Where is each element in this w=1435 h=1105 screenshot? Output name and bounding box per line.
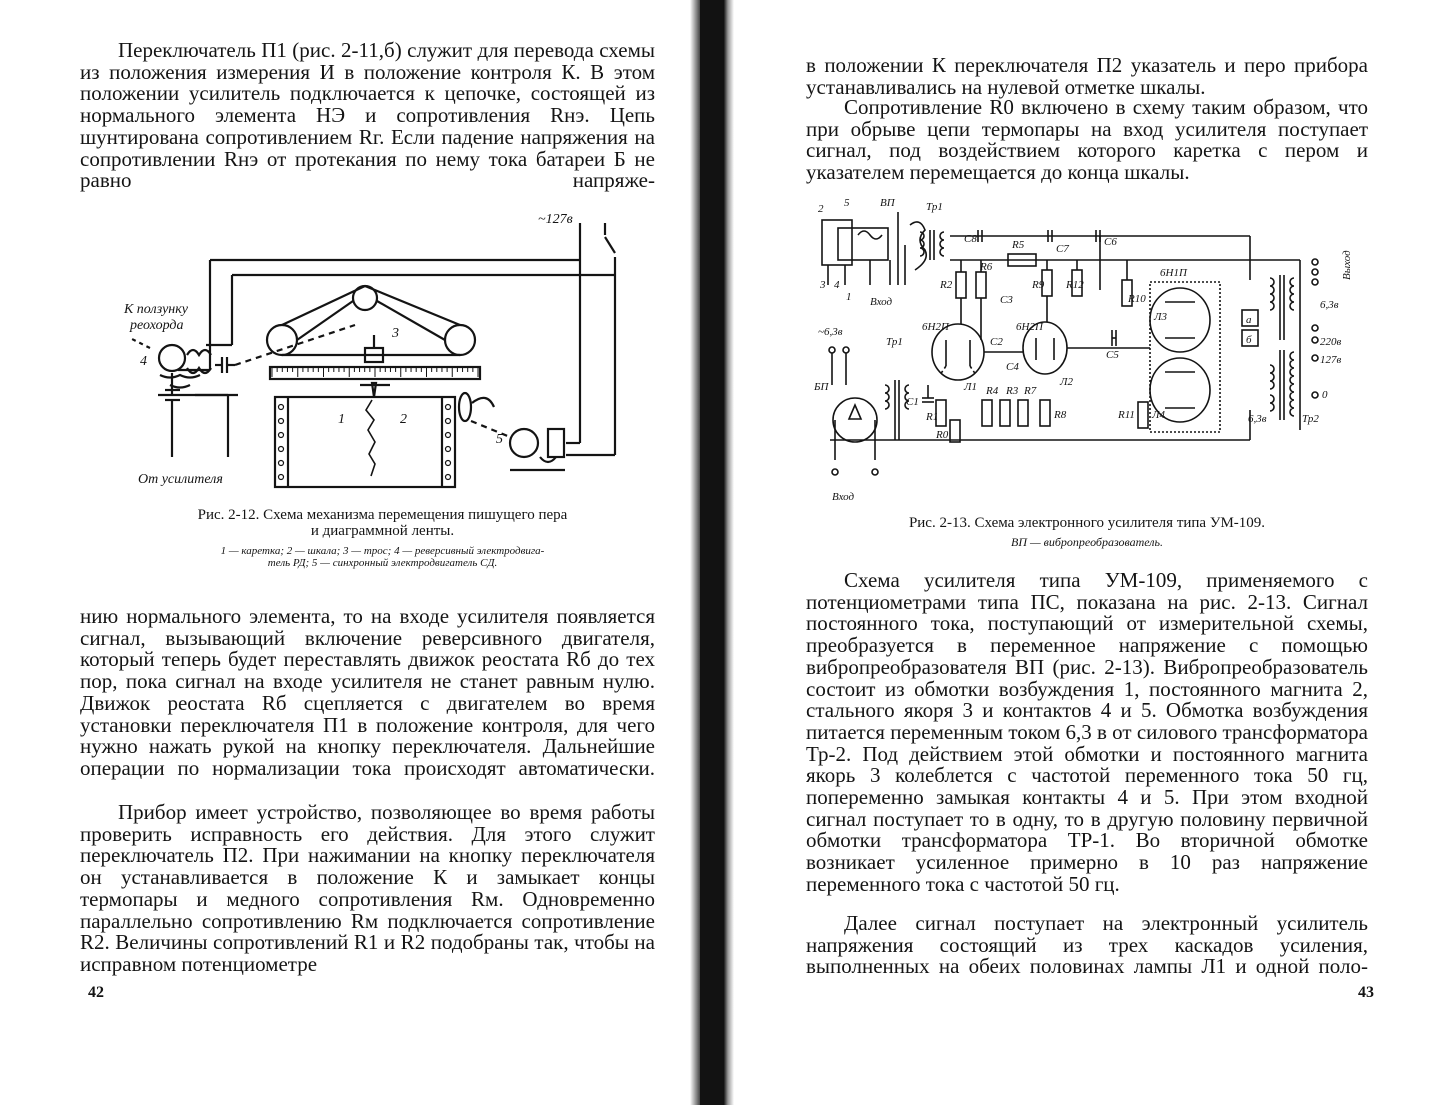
gutter-shadow <box>690 0 700 1105</box>
label-num-3: 3 <box>392 326 399 341</box>
label-c7: C7 <box>1056 243 1069 255</box>
label-tr2: Тр2 <box>1302 413 1319 425</box>
label-63-left: ~6,3в <box>818 326 843 338</box>
label-r4: R4 <box>986 385 999 397</box>
figure-2-12-legend-line1: 1 — каретка; 2 — шкала; 3 — трос; 4 — реверсивный электродвига- <box>220 545 545 557</box>
label-r7: R7 <box>1024 385 1037 397</box>
label-slider-line1: К ползунку <box>124 302 189 317</box>
label-c4: C4 <box>1006 361 1019 373</box>
label-n1: 1 <box>846 291 852 303</box>
label-tr1-top: Тр1 <box>926 201 943 213</box>
figure-2-12-caption-line1: Рис. 2-12. Схема механизма перемещения пишущего пера <box>197 507 568 523</box>
label-r10: R10 <box>1128 293 1146 305</box>
label-num-1: 1 <box>338 412 345 427</box>
label-b: б <box>1246 334 1252 346</box>
label-r6: R6 <box>980 261 993 273</box>
label-63-bottom: 6,3в <box>1248 413 1267 425</box>
label-c6: C6 <box>1104 236 1117 248</box>
left-paragraph-bottom: Прибор имеет устройство, позволяющее во время работы проверить исправность его действия. Для этого служит переключатель П2. При нажимании на кнопку переключателя он устанавливается в положение К и замыкает концы термопары и медного сопротивления Rм. Одновременно параллельно сопротивлению Rм подключается сопротивление R2. Величины сопротивлений R1 и R2 подобраны так, чтобы на исправном потенциометре <box>80 800 655 976</box>
label-input-top: Вход <box>870 296 893 308</box>
label-c3: C3 <box>1000 294 1013 306</box>
label-c5: C5 <box>1106 349 1119 361</box>
label-c8: C8 <box>964 233 977 245</box>
label-mains-voltage: ~127в <box>538 212 573 227</box>
figure-2-13-circuit <box>810 190 1365 510</box>
label-l1: Л1 <box>964 381 977 393</box>
label-r12: R12 <box>1066 279 1084 291</box>
left-paragraph-middle: нию нормального элемента, то на входе усилителя появляется сигнал, вызывающий включение реверсивного двигателя, который теперь будет переставлять движок реостата Rб до тех пор, пока сигнал на входе усилителя не станет равным нулю. Движок реостата Rб сцепляется с двигателем во время установки переключателя П1 в положение контроля, для чего нужно нажать рукой на кнопку переключателя. Дальнейшие операции по нормализации тока происходят автоматически. <box>80 604 655 780</box>
label-output: Выход <box>1341 250 1353 280</box>
label-127: 127в <box>1320 354 1342 366</box>
label-num-4: 4 <box>140 354 147 369</box>
label-l2: Л2 <box>1060 376 1073 388</box>
label-n2: 2 <box>818 203 824 215</box>
label-num-5: 5 <box>496 432 503 447</box>
label-6n1p: 6Н1П <box>1160 267 1187 279</box>
right-paragraph-last: Далее сигнал поступает на электронный усилитель напряжения состоящий из трех каскадов усиления, выполненных на обеих половинах лампы Л1 и одной поло- <box>806 911 1368 979</box>
page-number-left: 42 <box>88 984 104 1001</box>
right-paragraph-top: в положении К переключателя П2 указатель и перо прибора устанавливались на нулевой отметке шкалы. <box>806 53 1368 99</box>
label-c1: C1 <box>906 396 919 408</box>
figure-2-13-caption-line1: Рис. 2-13. Схема электронного усилителя типа УМ-109. <box>908 515 1266 531</box>
right-paragraph-body: Схема усилителя типа УМ-109, применяемого с потенциометрами типа ПС, показана на рис. 2-13. Сигнал постоянного тока, поступающий от измерительной схемы, преобразуется в переменное напряжение с помощью вибропреобразователя ВП (рис. 2-13). Вибропреобразователь состоит из обмотки возбуждения 1, постоянного магнита 2, стального якоря 3 и контактов 4 и 5. Обмотка возбуждения питается переменным током 6,3 в от силового трансформатора Тр-2. Под действием этой обмотки и постоянного магнита якорь 3 колеблется с частотой переменного тока 50 гц, попеременно замыкая контакты 4 и 5. При этом входной сигнал поступает то в одну, то в другую половину первичной обмотки трансформатора ТР-1. Во вторичной обмотке возникает усиленное примерно в 10 раз напряжение переменного тока с частотой 50 гц. <box>806 568 1368 896</box>
label-bp: БП <box>814 381 829 393</box>
label-r0: R0 <box>936 429 949 441</box>
label-220: 220в <box>1320 336 1342 348</box>
left-paragraph-top: Переключатель П1 (рис. 2-11,б) служит для перевода схемы из положения измерения И в положение контроля К. В этом положении усилитель подключается к цепочке, состоящей из нормального элемента НЭ и сопротивления Rнэ. Цепь шунтирована сопротивлением Rг. Если падение напряжения на сопротивлении Rнэ от протекания по нему тока батареи Б не равно напряже- <box>80 38 655 193</box>
label-r5: R5 <box>1012 239 1025 251</box>
label-l4: Л4 <box>1152 409 1165 421</box>
label-63-right: 6,3в <box>1320 299 1339 311</box>
label-r9: R9 <box>1032 279 1045 291</box>
label-n5: 5 <box>844 197 850 209</box>
label-6n2p-b: 6Н2П <box>1016 321 1043 333</box>
label-r2: R2 <box>940 279 953 291</box>
label-r3: R3 <box>1006 385 1019 397</box>
label-num-2: 2 <box>400 412 407 427</box>
label-a: а <box>1246 314 1252 326</box>
label-0v: 0 <box>1322 389 1328 401</box>
label-r8: R8 <box>1054 409 1067 421</box>
label-r1: R1 <box>926 411 939 423</box>
figure-2-13-caption-line2: ВП — вибропреобразователь. <box>1011 535 1163 549</box>
label-n4: 4 <box>834 279 840 291</box>
label-6n2p-a: 6Н2П <box>922 321 949 333</box>
gutter-gradient <box>724 0 734 1105</box>
label-r11: R11 <box>1118 409 1135 421</box>
figure-2-12-caption-line2: и диаграммной ленты. <box>310 523 455 539</box>
label-from-amplifier: От усилителя <box>138 472 223 487</box>
book-spine <box>700 0 724 1105</box>
label-n3: 3 <box>820 279 826 291</box>
label-input-bottom: Вход <box>832 491 855 503</box>
page-number-right: 43 <box>1358 984 1374 1001</box>
label-tr1-bottom: Тр1 <box>886 336 903 348</box>
figure-2-12-legend-line2: тель РД; 5 — синхронный электродвигатель СД. <box>267 557 498 569</box>
figure-2-12-diagram <box>110 205 650 495</box>
label-l3: Л3 <box>1154 311 1167 323</box>
right-paragraph-second: Сопротивление R0 включено в схему таким образом, что при обрыве цепи термопары на вход усилителя поступает сигнал, под воздействием которого каретка с пером и указателем перемещается до конца шкалы. <box>806 95 1368 185</box>
label-c2: C2 <box>990 336 1003 348</box>
label-slider-line2: реохорда <box>130 318 184 333</box>
label-vp: ВП <box>880 197 895 209</box>
